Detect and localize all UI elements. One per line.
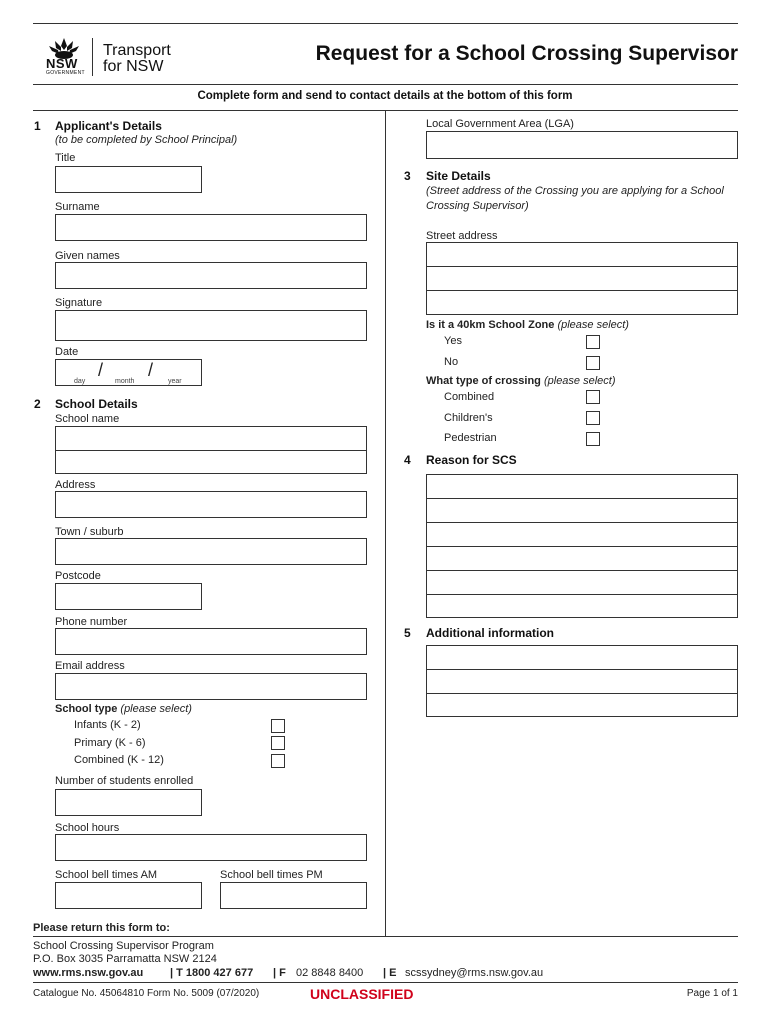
signature-field[interactable] xyxy=(55,310,367,341)
email-field[interactable] xyxy=(55,673,367,700)
given-names-label: Given names xyxy=(55,250,120,262)
bell-am-label: School bell times AM xyxy=(55,869,158,881)
website-link[interactable]: www.rms.nsw.gov.au xyxy=(33,967,144,979)
crossing-pedestrian-checkbox[interactable] xyxy=(586,432,600,446)
postcode-label: Postcode xyxy=(55,570,101,582)
school-type-infants-label: Infants (K - 2) xyxy=(74,719,141,731)
zone-no-checkbox[interactable] xyxy=(586,356,600,370)
school-type-infants-checkbox[interactable] xyxy=(271,719,285,733)
fax-number: 02 8848 8400 xyxy=(296,967,364,979)
header-rule xyxy=(33,84,738,85)
zone-yes-checkbox[interactable] xyxy=(586,335,600,349)
top-rule xyxy=(33,23,738,24)
section2-number: 2 xyxy=(34,397,41,411)
address-label: Address xyxy=(55,479,96,491)
nsw-waratah-logo xyxy=(44,36,84,74)
address-field[interactable] xyxy=(55,491,367,518)
crossing-combined-checkbox[interactable] xyxy=(586,390,600,404)
section3-note: (Street address of the Crossing you are applying for a School Crossing Supervisor) xyxy=(426,185,724,212)
section4-number: 4 xyxy=(404,453,411,467)
given-names-field[interactable] xyxy=(55,262,367,289)
school-type-combined-label: Combined (K - 12) xyxy=(74,754,164,766)
date-field[interactable] xyxy=(55,359,202,386)
email-prefix: | E xyxy=(383,967,397,979)
school-hours-label: School hours xyxy=(55,822,120,834)
section1-number: 1 xyxy=(34,119,41,133)
column-divider xyxy=(385,110,386,936)
school-hours-field[interactable] xyxy=(55,834,367,861)
lga-field[interactable] xyxy=(426,131,738,159)
town-label: Town / suburb xyxy=(55,526,124,538)
additional-field-2[interactable] xyxy=(426,669,738,694)
section5-title: Additional information xyxy=(426,626,554,640)
program-name: School Crossing Supervisor Program xyxy=(33,940,214,952)
street-address-label: Street address xyxy=(426,230,498,242)
section4-title: Reason for SCS xyxy=(426,453,517,467)
reason-field-1[interactable] xyxy=(426,474,738,499)
crossing-type-note: (please select) xyxy=(543,375,616,387)
street-address-field-3[interactable] xyxy=(426,290,738,315)
surname-field[interactable] xyxy=(55,214,367,241)
postcode-field[interactable] xyxy=(55,583,202,610)
bell-pm-label: School bell times PM xyxy=(220,869,323,881)
email-label: Email address xyxy=(55,660,125,672)
zone-yes-label: Yes xyxy=(444,335,462,347)
reason-field-5[interactable] xyxy=(426,570,738,595)
phone-field[interactable] xyxy=(55,628,367,655)
section1-title: Applicant's Details xyxy=(55,119,162,133)
form-instructions: Complete form and send to contact details at the bottom of this form xyxy=(197,90,573,102)
date-year-hint: year xyxy=(168,378,182,385)
school-type-combined-checkbox[interactable] xyxy=(271,754,285,768)
return-label: Please return this form to: xyxy=(33,922,170,934)
page-title: Request for a School Crossing Supervisor xyxy=(315,42,738,65)
school-type-primary-checkbox[interactable] xyxy=(271,736,285,750)
students-label: Number of students enrolled xyxy=(55,775,194,787)
town-field[interactable] xyxy=(55,538,367,565)
section5-number: 5 xyxy=(404,626,411,640)
additional-field-1[interactable] xyxy=(426,645,738,670)
crossing-pedestrian-label: Pedestrian xyxy=(444,432,497,444)
date-slash-1: / xyxy=(98,360,104,380)
crossing-type-title: What type of crossing xyxy=(426,375,541,387)
phone-number: | T 1800 427 677 xyxy=(170,967,254,979)
school-name-field-1[interactable] xyxy=(55,426,367,451)
date-slash-2: / xyxy=(148,360,154,380)
section1-note: (to be completed by School Principal) xyxy=(55,134,238,146)
bell-am-field[interactable] xyxy=(55,882,202,909)
section3-title: Site Details xyxy=(426,169,491,183)
reason-field-4[interactable] xyxy=(426,546,738,571)
surname-label: Surname xyxy=(55,201,100,213)
school-type-title: School type xyxy=(55,703,118,715)
phone-label: Phone number xyxy=(55,616,128,628)
crossing-type-label xyxy=(426,375,616,387)
school-type-primary-label: Primary (K - 6) xyxy=(74,737,146,749)
school-zone-label xyxy=(426,319,629,331)
school-zone-title: Is it a 40km School Zone xyxy=(426,319,555,331)
fax-prefix: | F xyxy=(273,967,286,979)
title-field[interactable] xyxy=(55,166,202,193)
footer-rule xyxy=(33,936,738,937)
crossing-children-label: Children's xyxy=(444,412,493,424)
crossing-combined-label: Combined xyxy=(444,391,495,403)
school-type-label xyxy=(55,703,192,715)
email-link[interactable]: scssydney@rms.nsw.gov.au xyxy=(405,967,544,979)
bell-pm-field[interactable] xyxy=(220,882,367,909)
catalogue-number: Catalogue No. 45064810 Form No. 5009 (07/2020) xyxy=(33,988,260,999)
school-zone-note: (please select) xyxy=(557,319,629,331)
signature-label: Signature xyxy=(55,297,103,309)
lga-label: Local Government Area (LGA) xyxy=(426,118,574,130)
school-type-note: (please select) xyxy=(120,703,192,715)
section3-number: 3 xyxy=(404,169,411,183)
date-month-hint: month xyxy=(115,378,135,385)
reason-field-3[interactable] xyxy=(426,522,738,547)
section2-title: School Details xyxy=(55,397,138,411)
additional-field-3[interactable] xyxy=(426,693,738,717)
date-day-hint: day xyxy=(74,378,86,385)
po-box: P.O. Box 3035 Parramatta NSW 2124 xyxy=(33,953,217,965)
date-label: Date xyxy=(55,346,79,358)
logo-line2: for NSW xyxy=(103,58,164,75)
school-name-field-2[interactable] xyxy=(55,450,367,474)
reason-field-2[interactable] xyxy=(426,498,738,523)
school-name-label: School name xyxy=(55,413,120,425)
logo-divider xyxy=(92,38,93,76)
crossing-children-checkbox[interactable] xyxy=(586,411,600,425)
title-label: Title xyxy=(55,152,76,164)
logo-line1: Transport xyxy=(103,42,171,59)
students-field[interactable] xyxy=(55,789,202,816)
logo-nsw-text: NSW xyxy=(46,56,78,71)
street-address-field-2[interactable] xyxy=(426,266,738,291)
classification-label: UNCLASSIFIED xyxy=(310,986,414,1002)
logo-government-text: GOVERNMENT xyxy=(46,70,85,76)
street-address-field-1[interactable] xyxy=(426,242,738,267)
footer-bottom-rule xyxy=(33,982,738,983)
zone-no-label: No xyxy=(444,356,459,368)
page-number: Page 1 of 1 xyxy=(686,988,738,999)
reason-field-6[interactable] xyxy=(426,594,738,618)
